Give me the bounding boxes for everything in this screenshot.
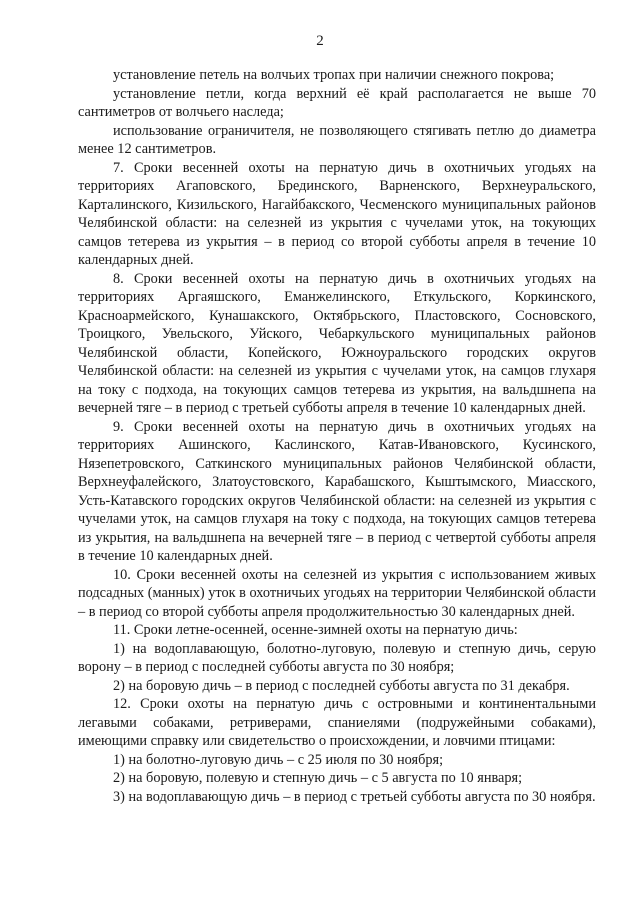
paragraph: 11. Сроки летне-осенней, осенне-зимней охоты на пернатую дичь:: [113, 622, 518, 638]
paragraph: 8. Сроки весенней охоты на пернатую дичь в охотничьих угодьях на территориях Аргаяшского, Еманжелинского, Еткульского, Коркинского, Красноармейского, Кунашакского, Октябрьского, Пластовского, Сосновского, Троицкого, Увельского, Уйского, Чебаркульского муниципальных районов Челябинской области, Копейского, Южноуральского городских округов Челябинской области: на селезней из укрытия с чучелами уток, на самцов глухаря на току с подхода, на токующих самцов тетерева из укрытия, на вальдшнепа на вечерней тяге – в период с третьей субботы апреля в течение 10 календарных дней.: [78, 270, 596, 416]
paragraph: 2) на боровую, полевую и степную дичь – с 5 августа по 10 января;: [113, 770, 523, 786]
paragraph: 9. Сроки весенней охоты на пернатую дичь в охотничьих угодьях на территориях Ашинского, Каслинского, Катав-Ивановского, Кусинского, Нязепетровского, Саткинского муниципальных районов Челябинской области, Верхнеуфалейского, Златоустовского, Карабашского, Кыштымского, Миасского, Усть-Катавского городских округов Челябинской области: на селезней из укрытия с чучелами уток, на самцов глухаря на току с подхода, на токующих самцов тетерева из укрытия, на вальдшнепа на вечерней тяге – в период с четвертой субботы апреля в течение 10 календарных дней.: [78, 418, 596, 564]
page-number: 2: [316, 33, 324, 49]
paragraph: установление петель на волчьих тропах при наличии снежного покрова;: [113, 67, 555, 83]
paragraph: 2) на боровую дичь – в период с последней субботы августа по 31 декабря.: [113, 677, 570, 694]
paragraph: 1) на болотно-луговую дичь – с 25 июля по 30 ноября;: [113, 751, 444, 768]
paragraph: 10. Сроки весенней охоты на селезней из укрытия с использованием живых подсадных (манных) уток в охотничьих угодьях на территории Челябинской области – в период со второй субботы апреля продолжительностью 30 календарных дней.: [78, 566, 596, 620]
paragraph: использование ограничителя, не позволяющего стягивать петлю до диаметра менее 12 сантиметров.: [78, 122, 596, 157]
paragraph: 3) на водоплавающую дичь – в период с третьей субботы августа по 30 ноября.: [113, 788, 596, 805]
paragraph: 12. Сроки охоты на пернатую дичь с островными и континентальными легавыми собаками, ретриверами, спаниелями (подружейными собаками), имеющими справку или свидетельство о происхождении, и ловчими птицами:: [78, 696, 596, 749]
document-body: [78, 66, 596, 806]
paragraph: 1) на водоплавающую, болотно-луговую, полевую и степную дичь, серую ворону – в период с последней субботы августа по 30 ноября;: [78, 640, 596, 675]
paragraph: 7. Сроки весенней охоты на пернатую дичь в охотничьих угодьях на территориях Агаповского, Брединского, Варненского, Верхнеуральского, Карталинского, Кизильского, Нагайбакского, Чесменского муниципальных районов Челябинской области: на селезней из укрытия с чучелами уток, на токующих самцов тетерева из укрытия – в период со второй субботы апреля в течение 10 календарных дней.: [78, 159, 596, 268]
paragraph: установление петли, когда верхний её край располагается не выше 70 сантиметров от волчьего наследа;: [78, 85, 596, 120]
